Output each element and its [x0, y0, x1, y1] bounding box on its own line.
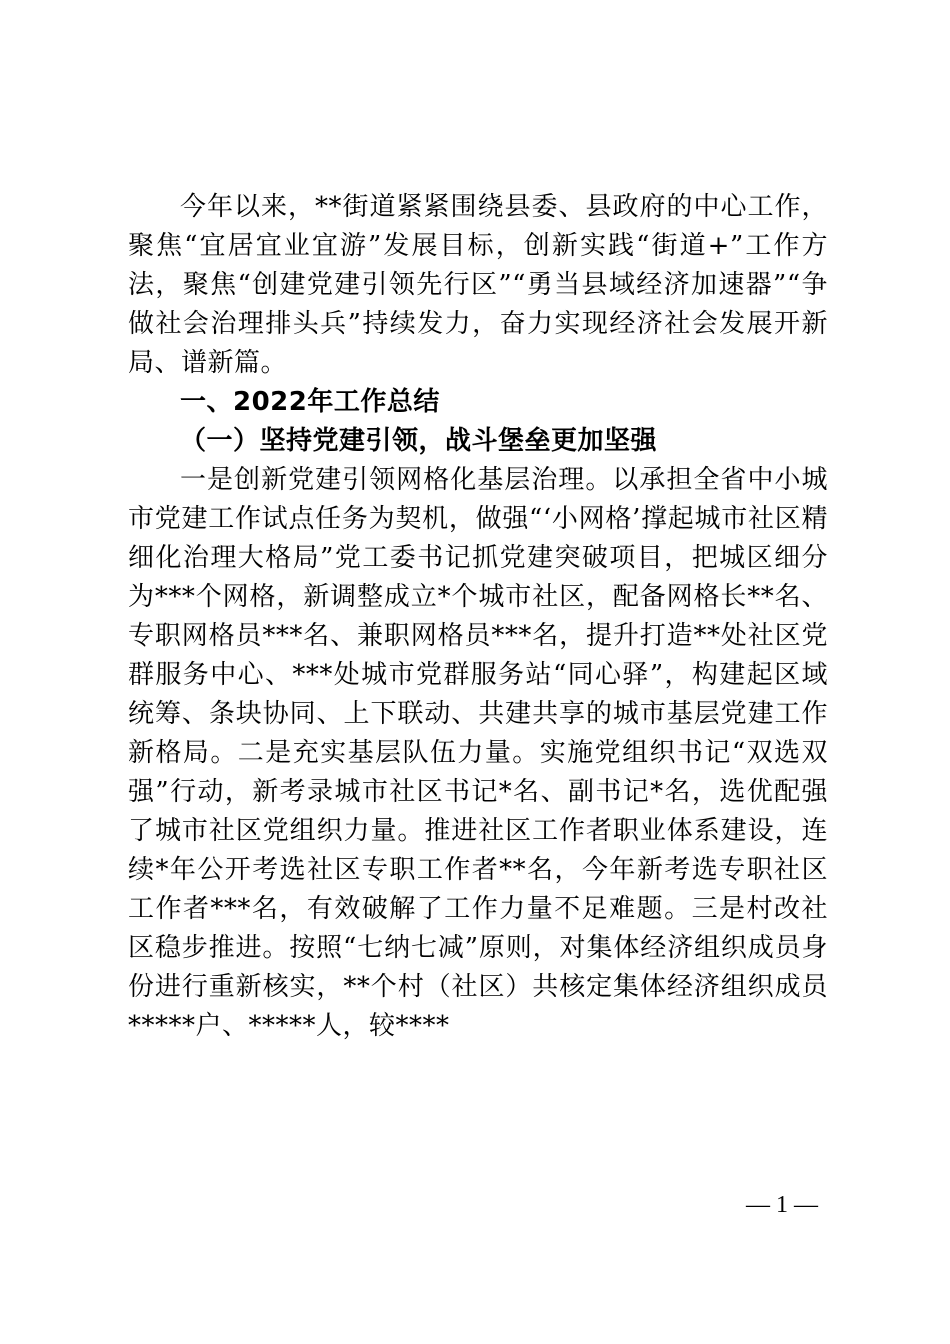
body-paragraph: 一是创新党建引领网格化基层治理。以承担全省中小城市党建工作试点任务为契机，做强“‘小网格’撑起城市社区精细化治理大格局”党工委书记抓党建突破项目，把城区细分为***个网格，新调整成立*个城市社区，配备网格长**名、专职网格员***名、兼职网格员***名，提升打造**处社区党群服务中心、***处城市党群服务站“同心驿”，构建起区域统筹、条块协同、上下联动、共建共享的城市基层党建工作新格局。二是充实基层队伍力量。实施党组织书记“双选双强”行动，新考录城市社区书记*名、副书记*名，选优配强了城市社区党组织力量。推进社区工作者职业体系建设，连续*年公开考选社区专职工作者**名，今年新考选专职社区工作者***名，有效破解了工作力量不足难题。三是村改社区稳步推进。按照“七纳七减”原则，对集体经济组织成员身份进行重新核实，**个村（社区）共核定集体经济组织成员*****户、*****人，较****	[128, 465, 828, 1041]
subsection-heading: （一）坚持党建引领，战斗堡垒更加坚强	[180, 426, 658, 456]
page-number: — 1 —	[746, 1192, 818, 1218]
section-heading: 一、2022年工作总结	[180, 387, 440, 417]
document-body	[128, 188, 828, 1046]
intro-paragraph: 今年以来，**街道紧紧围绕县委、县政府的中心工作，聚焦“宜居宜业宜游”发展目标，创新实践“街道+”工作方法，聚焦“创建党建引领先行区”“勇当县域经济加速器”“争做社会治理排头兵”持续发力，奋力实现经济社会发展开新局、谱新篇。	[128, 192, 828, 378]
